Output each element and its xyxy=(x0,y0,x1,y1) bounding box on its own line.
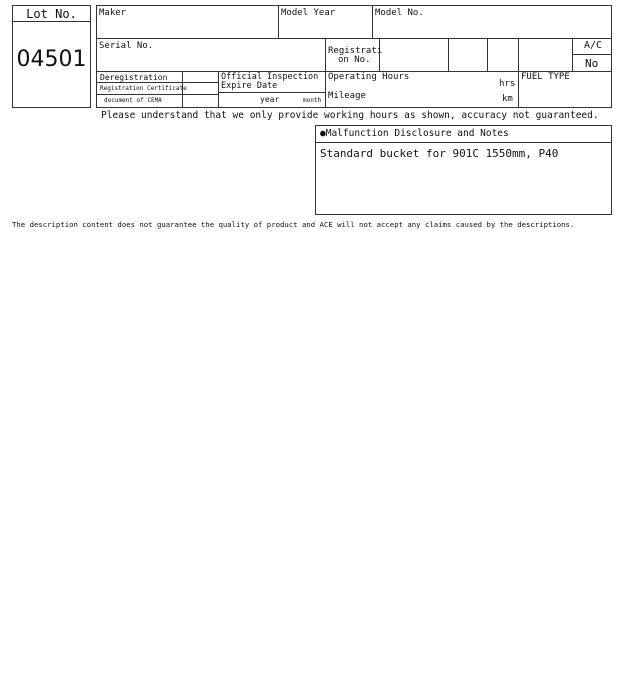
disclaimer-text: The description content does not guarantee the quality of product and ACE will not accept any claims caused by the descriptions. xyxy=(12,220,575,229)
operating-hours-label: Operating Hours xyxy=(328,72,410,82)
serial-label: Serial No. xyxy=(99,41,154,51)
malfunction-box xyxy=(315,125,612,215)
vehicle-info-table xyxy=(0,0,640,110)
lot-number: 04501 xyxy=(16,47,87,72)
cema-document-label: document of CEMA xyxy=(104,97,162,104)
month-label: month xyxy=(303,97,322,104)
hrs-unit: hrs xyxy=(499,79,516,89)
fuel-type-label: FUEL TYPE xyxy=(521,72,570,82)
year-label: year xyxy=(260,95,280,104)
inspection-label-line1: Official Inspection xyxy=(221,72,319,82)
model-no-label: Model No. xyxy=(375,8,424,18)
km-unit: km xyxy=(502,94,513,104)
maker-label: Maker xyxy=(99,8,127,18)
deregistration-label: Deregistration xyxy=(100,73,168,82)
registration-certificate-label: Registration Certificate xyxy=(100,85,187,92)
working-hours-notice: Please understand that we only provide working hours as shown, accuracy not guaranteed. xyxy=(101,110,599,121)
malfunction-title: ●Malfunction Disclosure and Notes xyxy=(316,126,611,143)
registration-label-line2: on No. xyxy=(338,55,371,65)
malfunction-text: Standard bucket for 901C 1550mm, P40 xyxy=(320,147,559,160)
registration-label-line1: Registrati xyxy=(328,46,383,56)
mileage-label: Mileage xyxy=(328,91,366,101)
ac-label: A/C xyxy=(584,40,603,51)
lot-label: Lot No. xyxy=(13,6,90,22)
ac-value: No xyxy=(585,57,599,70)
model-year-label: Model Year xyxy=(281,8,336,18)
inspection-label-line2: Expire Date xyxy=(221,81,278,91)
